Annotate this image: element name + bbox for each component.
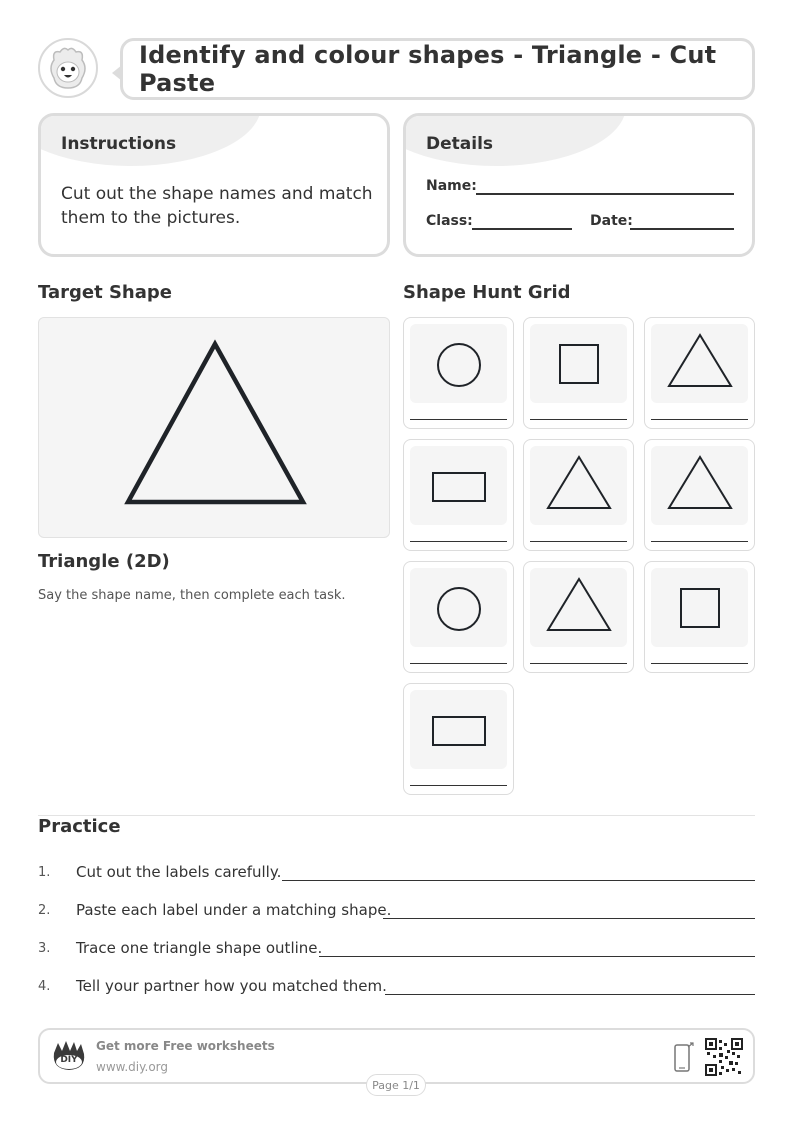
instructions-text: Cut out the shape names and match them to the pictures. [61, 184, 373, 228]
date-label: Date: [590, 213, 633, 229]
page-indicator: Page 1/1 [366, 1074, 426, 1096]
name-field[interactable] [476, 193, 734, 195]
class-label: Class: [426, 213, 473, 229]
practice-item-number: 1. [38, 865, 51, 880]
rectangle-icon [410, 690, 507, 769]
target-shape-description: Say the shape name, then complete each task. [38, 588, 346, 603]
triangle-icon [651, 446, 748, 525]
practice-item-text: Paste each label under a matching shape. [76, 901, 392, 919]
practice-item-text: Trace one triangle shape outline. [76, 939, 323, 957]
label-paste-line[interactable] [651, 663, 748, 664]
grid-cell-3[interactable] [644, 317, 755, 429]
triangle-icon [651, 324, 748, 403]
name-label: Name: [426, 178, 477, 194]
rectangle-icon [410, 446, 507, 525]
triangle-icon [39, 318, 389, 537]
label-paste-line[interactable] [530, 419, 627, 420]
instructions-heading: Instructions [61, 134, 177, 154]
practice-answer-line[interactable] [282, 880, 755, 881]
shape-hunt-heading: Shape Hunt Grid [403, 282, 571, 303]
grid-cell-10[interactable] [403, 683, 514, 795]
instructions-card [38, 113, 390, 257]
yeti-mascot-icon [40, 40, 96, 96]
circle-icon [410, 324, 507, 403]
practice-answer-line[interactable] [319, 956, 755, 957]
square-icon [651, 568, 748, 647]
practice-item-text: Tell your partner how you matched them. [76, 977, 387, 995]
details-card [403, 113, 755, 257]
label-paste-line[interactable] [530, 541, 627, 542]
practice-answer-line[interactable] [385, 994, 755, 995]
page-title: Identify and colour shapes - Triangle - Cut Paste [139, 41, 717, 97]
label-paste-line[interactable] [410, 541, 507, 542]
circle-icon [410, 568, 507, 647]
grid-cell-9[interactable] [644, 561, 755, 673]
grid-cell-4[interactable] [403, 439, 514, 551]
grid-cell-5[interactable] [523, 439, 634, 551]
grid-cell-8[interactable] [523, 561, 634, 673]
target-shape-name: Triangle (2D) [38, 551, 170, 572]
date-field[interactable] [630, 228, 734, 230]
square-icon [530, 324, 627, 403]
grid-cell-1[interactable] [403, 317, 514, 429]
practice-answer-line[interactable] [383, 918, 755, 919]
qr-code-icon[interactable] [705, 1038, 743, 1076]
practice-item-number: 2. [38, 903, 51, 918]
class-field[interactable] [472, 228, 572, 230]
target-shape-heading: Target Shape [38, 282, 172, 303]
grid-cell-2[interactable] [523, 317, 634, 429]
practice-heading: Practice [38, 816, 121, 837]
triangle-icon [530, 568, 627, 647]
label-paste-line[interactable] [410, 419, 507, 420]
label-paste-line[interactable] [651, 419, 748, 420]
title-banner [120, 38, 755, 100]
mascot-avatar [38, 38, 98, 98]
label-paste-line[interactable] [651, 541, 748, 542]
practice-item-number: 4. [38, 979, 51, 994]
label-paste-line[interactable] [530, 663, 627, 664]
triangle-icon [530, 446, 627, 525]
details-heading: Details [426, 134, 494, 154]
grid-cell-6[interactable] [644, 439, 755, 551]
section-divider [38, 815, 755, 816]
phone-icon [673, 1041, 695, 1073]
label-paste-line[interactable] [410, 785, 507, 786]
diy-logo-text: DIY [60, 1055, 78, 1065]
practice-item-text: Cut out the labels carefully. [76, 863, 282, 881]
footer-url[interactable]: www.diy.org [96, 1060, 168, 1074]
grid-cell-7[interactable] [403, 561, 514, 673]
target-shape-panel [38, 317, 390, 538]
label-paste-line[interactable] [410, 663, 507, 664]
practice-item-number: 3. [38, 941, 51, 956]
footer-title: Get more Free worksheets [96, 1039, 275, 1053]
diy-logo[interactable] [50, 1039, 88, 1073]
